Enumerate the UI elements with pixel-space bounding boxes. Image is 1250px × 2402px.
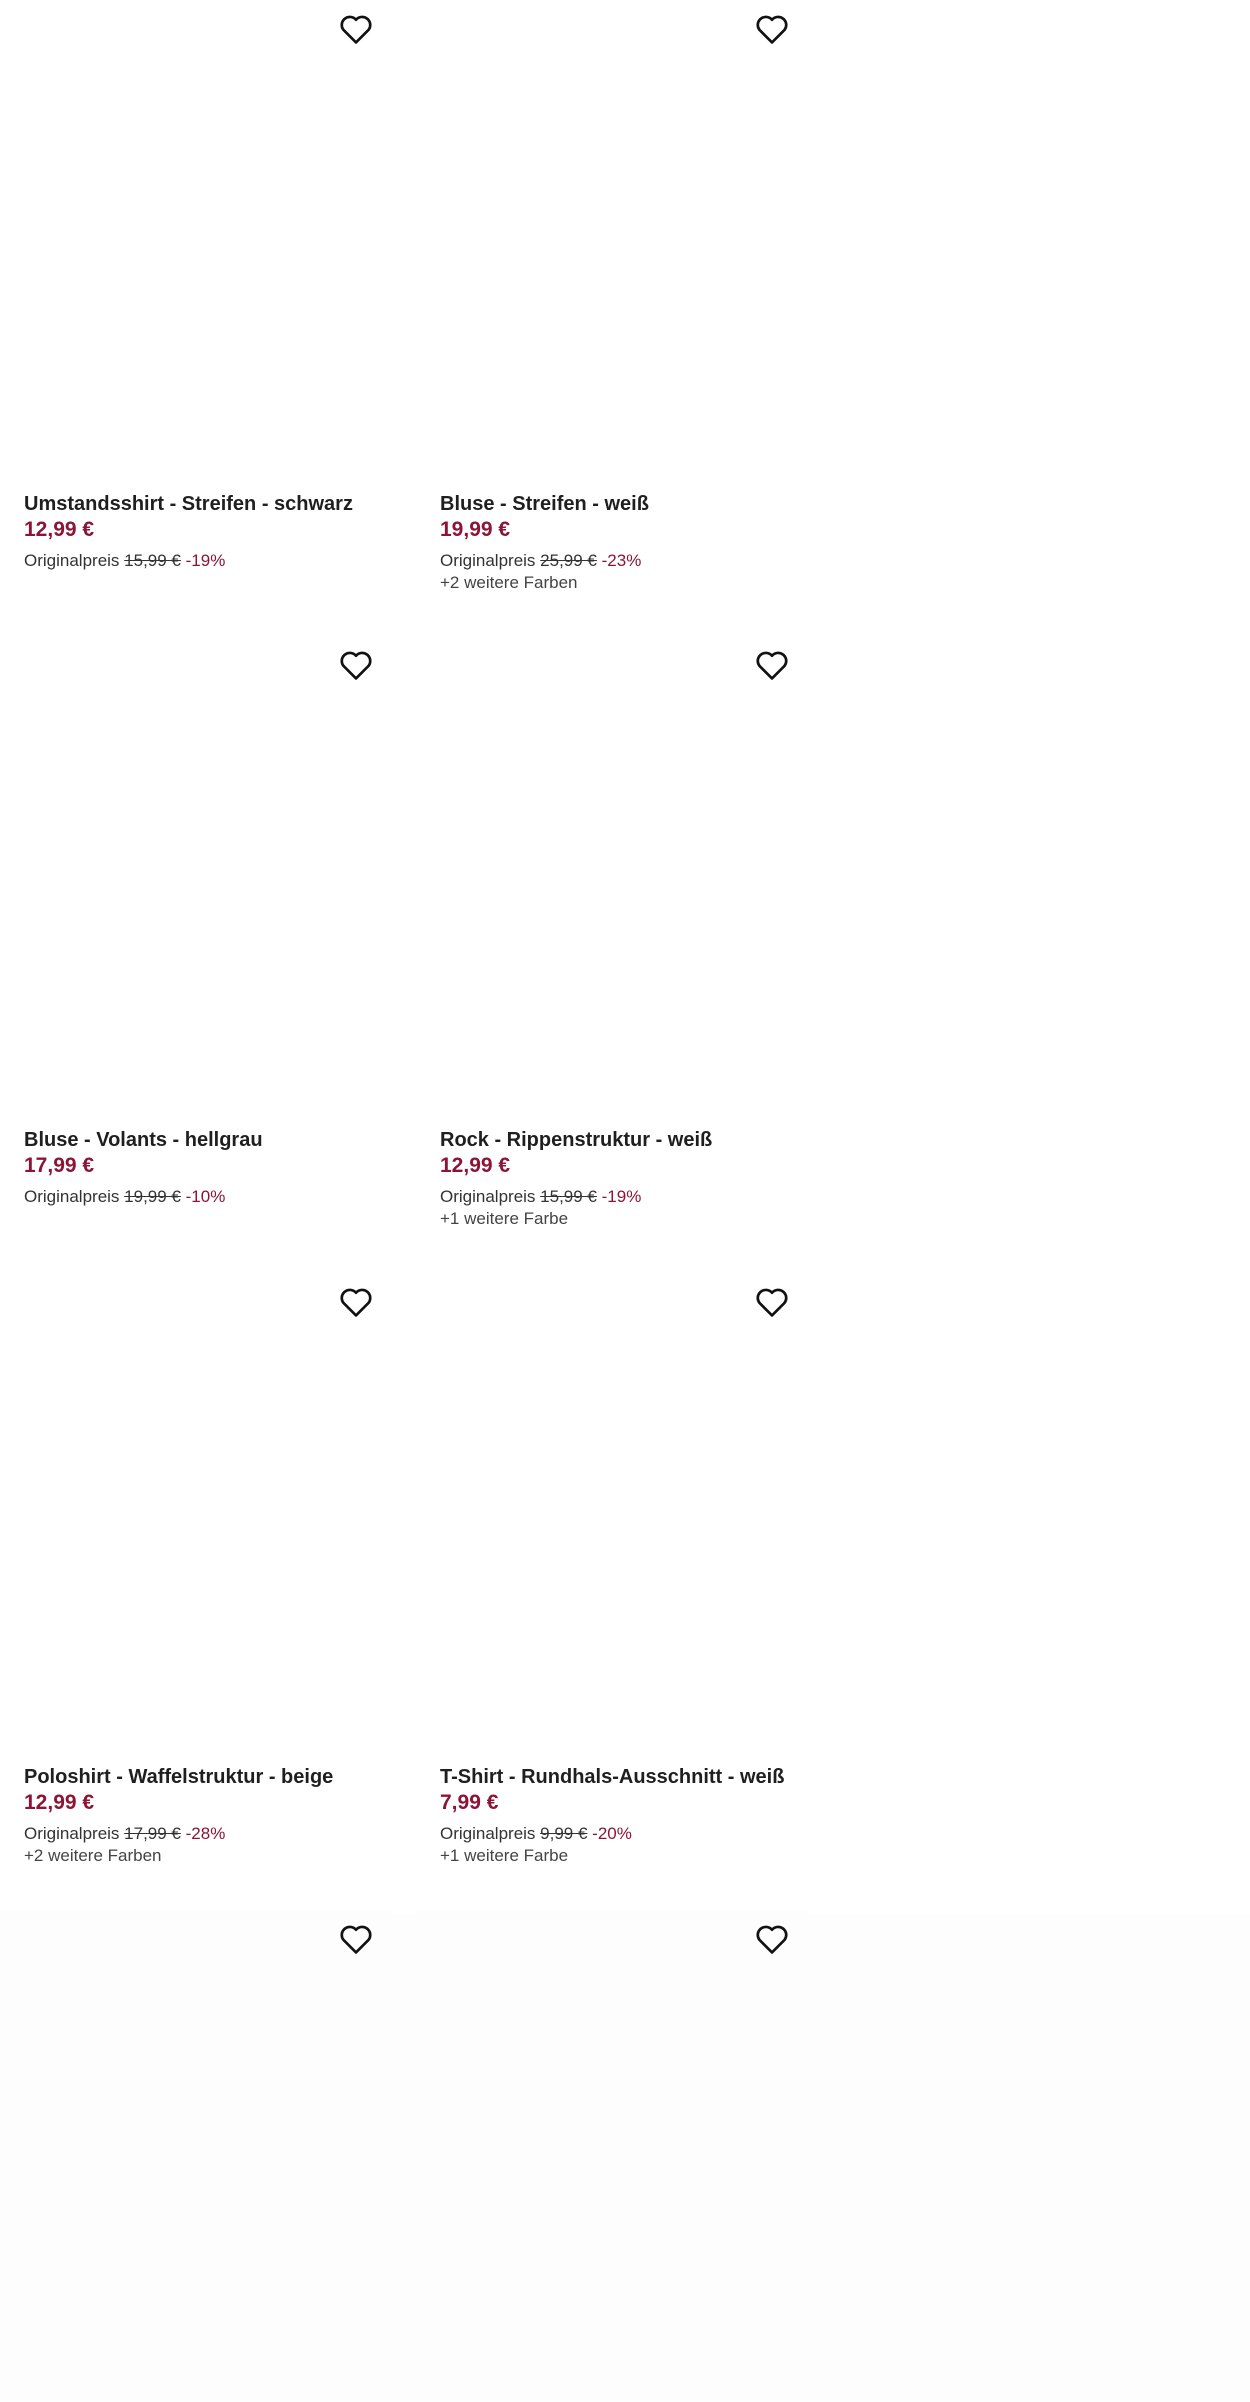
- product-price: 12,99 €: [24, 518, 95, 541]
- product-title[interactable]: Umstandsshirt - Streifen - schwarz: [24, 493, 353, 515]
- more-colors-link[interactable]: +2 weitere Farben: [24, 1846, 162, 1865]
- discount-badge: -19%: [601, 1187, 642, 1206]
- original-price: 19,99 €: [124, 1187, 181, 1206]
- original-price-line: [440, 1186, 800, 1208]
- product-price: 17,99 €: [24, 1154, 95, 1177]
- discount-badge: -20%: [592, 1824, 632, 1843]
- product-price: 12,99 €: [24, 1791, 95, 1814]
- product-title[interactable]: Poloshirt - Waffelstruktur - beige: [24, 1766, 334, 1788]
- product-title[interactable]: Bluse - Streifen - weiß: [440, 493, 649, 515]
- discount-badge: -10%: [185, 1187, 226, 1206]
- product-image[interactable]: [416, 1910, 808, 2380]
- product-image[interactable]: [0, 1273, 392, 1743]
- original-price: 25,99 €: [540, 551, 597, 570]
- original-price: 15,99 €: [540, 1187, 597, 1206]
- wishlist-heart-icon[interactable]: [753, 1920, 791, 1958]
- original-price-label: Originalpreis: [24, 551, 120, 570]
- product-title[interactable]: Rock - Rippenstruktur - weiß: [440, 1129, 713, 1151]
- product-image[interactable]: [0, 636, 392, 1106]
- wishlist-heart-icon[interactable]: [753, 646, 791, 684]
- original-price: 9,99 €: [540, 1824, 588, 1843]
- wishlist-heart-icon[interactable]: [753, 10, 791, 48]
- product-title[interactable]: T-Shirt - Rundhals-Ausschnitt - weiß: [440, 1766, 785, 1788]
- original-price-line: [24, 1823, 384, 1845]
- original-price-label: Originalpreis: [24, 1187, 120, 1206]
- original-price-label: Originalpreis: [440, 1187, 536, 1206]
- product-price: 19,99 €: [440, 518, 511, 541]
- wishlist-heart-icon[interactable]: [337, 646, 375, 684]
- discount-badge: -19%: [185, 551, 226, 570]
- original-price-label: Originalpreis: [440, 551, 536, 570]
- product-image[interactable]: [416, 1273, 808, 1743]
- product-price: 7,99 €: [440, 1791, 499, 1814]
- more-colors-link[interactable]: +1 weitere Farbe: [440, 1846, 569, 1865]
- original-price-label: Originalpreis: [440, 1824, 536, 1843]
- product-image[interactable]: [416, 636, 808, 1106]
- original-price-line: [24, 550, 384, 572]
- product-price: 12,99 €: [440, 1154, 511, 1177]
- original-price-line: [440, 550, 800, 572]
- wishlist-heart-icon[interactable]: [337, 1920, 375, 1958]
- discount-badge: -28%: [185, 1824, 226, 1843]
- more-colors-link[interactable]: +2 weitere Farben: [440, 573, 578, 592]
- wishlist-heart-icon[interactable]: [753, 1283, 791, 1321]
- wishlist-heart-icon[interactable]: [337, 1283, 375, 1321]
- product-title[interactable]: Bluse - Volants - hellgrau: [24, 1129, 263, 1151]
- original-price: 15,99 €: [124, 551, 181, 570]
- original-price-line: [440, 1823, 800, 1845]
- product-image[interactable]: [0, 0, 392, 470]
- discount-badge: -23%: [601, 551, 642, 570]
- wishlist-heart-icon[interactable]: [337, 10, 375, 48]
- original-price: 17,99 €: [124, 1824, 181, 1843]
- product-image[interactable]: [0, 1910, 392, 2380]
- more-colors-link[interactable]: +1 weitere Farbe: [440, 1209, 569, 1228]
- original-price-label: Originalpreis: [24, 1824, 120, 1843]
- product-image[interactable]: [416, 0, 808, 470]
- original-price-line: [24, 1186, 384, 1208]
